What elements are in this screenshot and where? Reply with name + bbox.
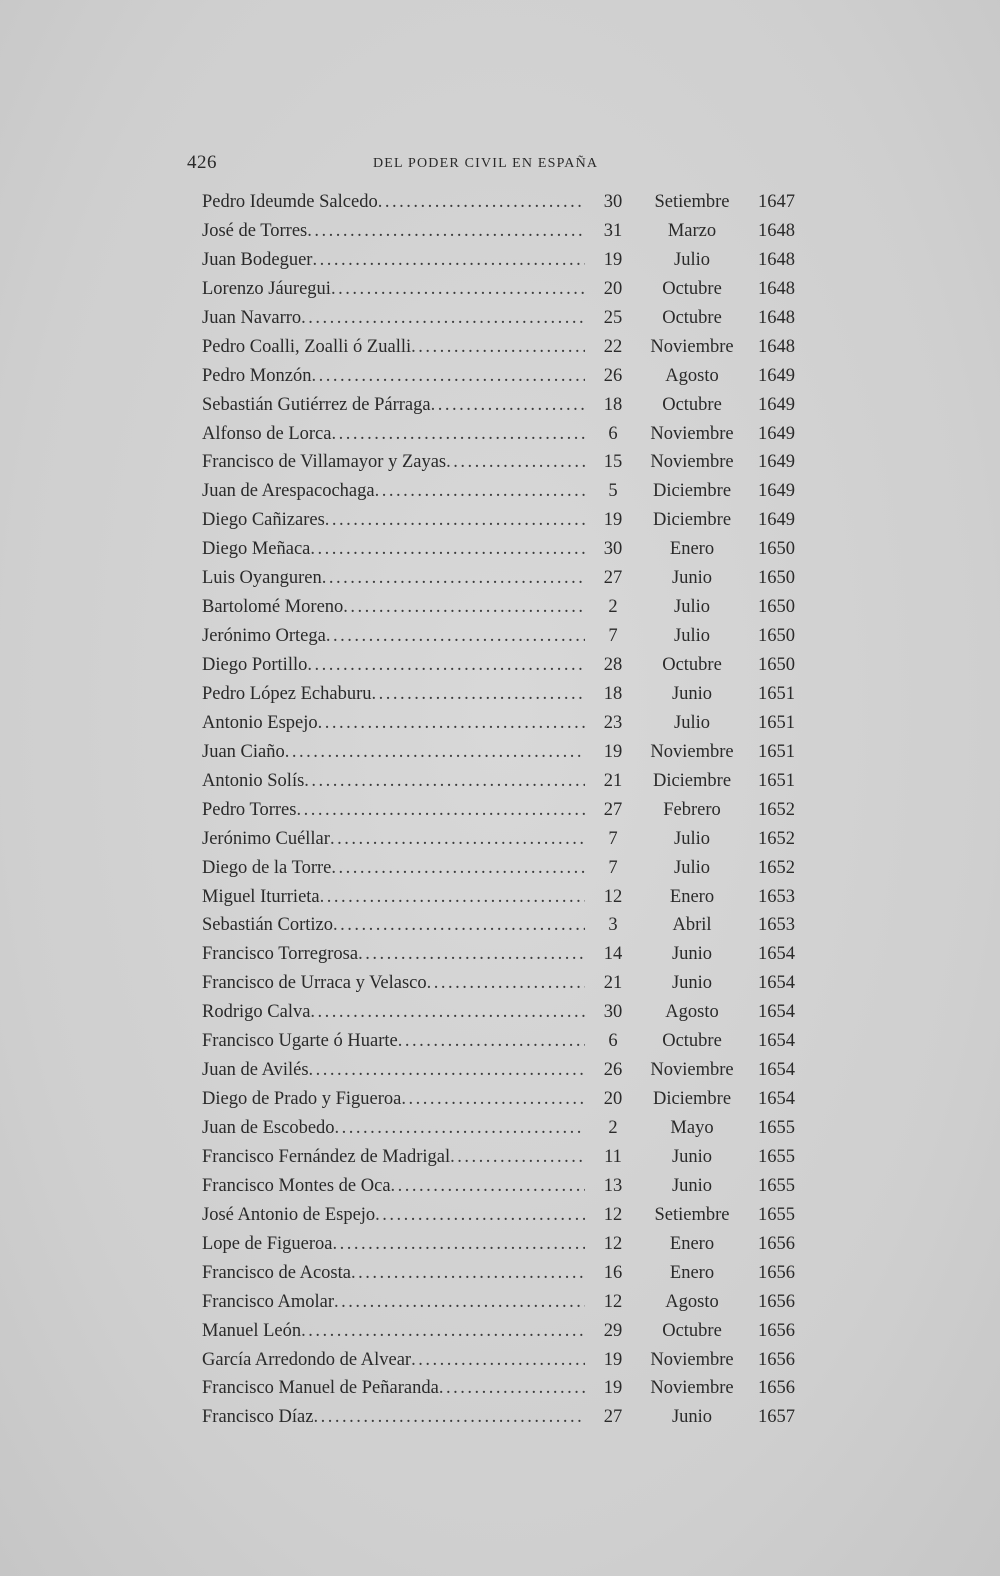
entry-year: 1651	[758, 712, 795, 733]
entry-name: Alfonso de Lorca .....	[202, 420, 585, 449]
entry-name: Juan de Arespacochaga .....	[202, 477, 585, 506]
entry-year: 1654	[758, 1031, 795, 1052]
entry-name: Miguel Iturrieta .....	[202, 883, 585, 912]
list-item	[202, 535, 822, 564]
list-item	[202, 622, 822, 651]
list-item	[202, 217, 822, 246]
entry-day: 6	[608, 423, 618, 444]
entry-day: 28	[603, 655, 623, 675]
entry-month: Octubre	[662, 1031, 722, 1052]
entry-year: 1652	[758, 828, 795, 849]
entry-day: 7	[608, 857, 618, 878]
running-title: DEL PODER CIVIL EN ESPAÑA	[373, 156, 599, 171]
entry-name: Diego Meñaca .....	[202, 535, 585, 564]
list-item	[202, 796, 822, 825]
list-item	[202, 1288, 822, 1317]
entry-year: 1656	[758, 1291, 795, 1312]
list-item	[202, 1114, 822, 1143]
entry-day: 16	[603, 1262, 623, 1283]
entry-month: Abril	[672, 915, 712, 936]
list-item	[202, 420, 822, 449]
entry-day: 3	[608, 915, 618, 936]
list-item	[202, 304, 822, 333]
entry-day: 22	[603, 336, 623, 357]
entry-month: Diciembre	[652, 481, 732, 502]
entry-month: Julio	[674, 857, 710, 878]
list-item	[202, 1346, 822, 1375]
entry-day: 11	[604, 1146, 622, 1167]
entry-day: 26	[603, 365, 623, 386]
entry-name: Francisco Amolar .....	[202, 1288, 585, 1317]
entry-day: 2	[608, 1118, 618, 1138]
entry-month: Agosto	[665, 1002, 719, 1023]
list-item	[202, 477, 822, 506]
entry-year: 1649	[758, 365, 795, 386]
entry-month: Agosto	[665, 1291, 719, 1312]
entry-year: 1648	[758, 307, 795, 328]
entry-year: 1649	[758, 452, 795, 473]
list-item	[202, 651, 822, 680]
entry-year: 1648	[758, 336, 795, 357]
entry-day: 5	[608, 481, 618, 502]
entry-month: Enero	[669, 539, 715, 560]
entry-month: Junio	[671, 973, 713, 994]
entry-day: 20	[603, 1089, 623, 1110]
entry-name: Diego de la Torre .....	[202, 854, 585, 883]
list-item	[202, 362, 822, 391]
entry-year: 1652	[758, 857, 795, 878]
entry-day: 13	[603, 1175, 623, 1196]
entry-name: Francisco Díaz .....	[202, 1403, 585, 1432]
entry-year: 1650	[758, 539, 795, 560]
entry-day: 27	[603, 1407, 623, 1428]
list-item	[202, 738, 822, 767]
entry-month: Octubre	[662, 307, 722, 328]
entry-year: 1648	[758, 278, 795, 299]
entry-month: Enero	[669, 1233, 715, 1254]
entry-name: Antonio Espejo .....	[202, 709, 585, 738]
entry-year: 1656	[758, 1378, 795, 1399]
entry-year: 1651	[758, 741, 795, 762]
list-item	[202, 391, 822, 420]
entry-year: 1650	[758, 597, 795, 618]
entry-name: García Arredondo de Alvear .....	[202, 1346, 585, 1375]
entry-day: 21	[603, 973, 623, 994]
list-item	[202, 1172, 822, 1201]
entry-month: Junio	[671, 683, 713, 704]
entry-month: Julio	[674, 597, 710, 618]
list-item	[202, 506, 822, 535]
list-item	[202, 448, 822, 477]
entry-name: Luis Oyanguren .....	[202, 564, 585, 593]
entry-month: Diciembre	[652, 1089, 732, 1110]
entry-day: 29	[603, 1320, 623, 1341]
entry-name: Sebastián Cortizo .....	[202, 911, 585, 940]
entry-name: Rodrigo Calva .....	[202, 998, 585, 1027]
entry-day: 14	[603, 944, 623, 965]
entry-name: Francisco de Villamayor y Zayas .....	[202, 448, 585, 477]
list-item	[202, 825, 822, 854]
entry-month: Setiembre	[654, 192, 730, 212]
entry-name: Diego Cañizares .....	[202, 506, 585, 535]
entry-year: 1649	[758, 481, 795, 502]
entry-day: 19	[603, 249, 623, 270]
list-item	[202, 1317, 822, 1346]
entry-name: Francisco Fernández de Madrigal .....	[202, 1143, 585, 1172]
entry-month: Mayo	[670, 1118, 714, 1138]
entry-month: Junio	[671, 944, 713, 965]
entry-day: 7	[608, 626, 618, 647]
entry-month: Noviembre	[650, 1349, 734, 1370]
entry-month: Octubre	[662, 394, 722, 415]
entry-month: Noviembre	[650, 1378, 734, 1399]
entry-name: Pedro López Echaburu .....	[202, 680, 585, 709]
entry-year: 1654	[758, 1089, 795, 1110]
entry-day: 18	[603, 683, 623, 704]
list-item	[202, 1143, 822, 1172]
list-item	[202, 564, 822, 593]
entry-name: Juan Navarro .....	[202, 304, 585, 333]
entry-month: Diciembre	[652, 510, 732, 531]
list-item	[202, 911, 822, 940]
entry-day: 18	[603, 394, 623, 415]
entry-year: 1649	[758, 510, 795, 531]
entry-day: 19	[603, 510, 623, 531]
entry-year: 1655	[758, 1146, 795, 1167]
list-item	[202, 1259, 822, 1288]
entry-year: 1649	[758, 394, 795, 415]
entry-year: 1655	[758, 1204, 795, 1225]
entry-year: 1651	[758, 683, 795, 704]
entry-name: Antonio Solís .....	[202, 767, 585, 796]
entry-name: Francisco Montes de Oca .....	[202, 1172, 585, 1201]
list-item	[202, 998, 822, 1027]
entry-year: 1648	[758, 220, 795, 241]
list-item	[202, 767, 822, 796]
entry-year: 1654	[758, 1002, 795, 1023]
entries-list	[202, 188, 822, 1432]
list-item	[202, 1374, 822, 1403]
list-item	[202, 1403, 822, 1432]
entry-day: 6	[608, 1031, 618, 1052]
entry-day: 19	[603, 1349, 623, 1370]
entry-month: Octubre	[662, 1320, 722, 1341]
entry-month: Marzo	[667, 220, 717, 241]
entry-name: Diego Portillo .....	[202, 651, 585, 680]
entry-year: 1653	[758, 915, 795, 936]
entry-day: 27	[603, 799, 623, 820]
entry-month: Junio	[671, 1146, 713, 1167]
entry-year: 1648	[758, 249, 795, 270]
entry-name: Diego de Prado y Figueroa .....	[202, 1085, 585, 1114]
entry-year: 1654	[758, 944, 795, 965]
entry-year: 1656	[758, 1262, 795, 1283]
entry-month: Noviembre	[650, 423, 734, 444]
list-item	[202, 883, 822, 912]
entry-month: Enero	[669, 886, 715, 907]
entry-day: 30	[603, 539, 623, 560]
list-item	[202, 275, 822, 304]
entry-day: 23	[603, 712, 623, 733]
entry-name: Francisco Manuel de Peñaranda .....	[202, 1374, 585, 1403]
list-item	[202, 1230, 822, 1259]
entry-day: 20	[603, 278, 623, 299]
list-item	[202, 1085, 822, 1114]
entry-month: Enero	[669, 1262, 715, 1283]
entry-day: 2	[608, 597, 618, 618]
entry-month: Junio	[671, 568, 713, 589]
page-header	[187, 152, 657, 174]
entry-day: 12	[603, 1204, 623, 1225]
entry-day: 26	[603, 1060, 623, 1081]
entry-month: Octubre	[662, 278, 722, 299]
entry-name: Francisco Torregrosa .....	[202, 940, 585, 969]
list-item	[202, 1201, 822, 1230]
list-item	[202, 709, 822, 738]
entry-month: Julio	[674, 712, 710, 733]
entry-name: Lorenzo Jáuregui .....	[202, 275, 585, 304]
entry-name: Francisco Ugarte ó Huarte .....	[202, 1027, 585, 1056]
entry-month: Febrero	[663, 799, 721, 820]
entry-year: 1650	[758, 655, 795, 675]
entry-month: Noviembre	[650, 336, 734, 357]
entry-name: Jerónimo Ortega .....	[202, 622, 585, 651]
list-item	[202, 246, 822, 275]
entry-month: Octubre	[662, 655, 722, 675]
entry-name: Juan de Avilés .....	[202, 1056, 585, 1085]
entry-day: 30	[603, 192, 623, 212]
entry-day: 12	[603, 1233, 623, 1254]
entry-year: 1656	[758, 1320, 795, 1341]
entry-month: Diciembre	[652, 770, 732, 791]
list-item	[202, 940, 822, 969]
entry-month: Setiembre	[654, 1204, 730, 1225]
list-item	[202, 188, 822, 217]
entry-day: 30	[603, 1002, 623, 1023]
list-item	[202, 1056, 822, 1085]
entry-name: Juan de Escobedo .....	[202, 1114, 585, 1143]
entry-month: Junio	[671, 1175, 713, 1196]
list-item	[202, 333, 822, 362]
entry-name: Juan Bodeguer .....	[202, 246, 585, 275]
entry-name: Francisco de Urraca y Velasco .....	[202, 969, 585, 998]
entry-month: Junio	[671, 1407, 713, 1428]
entry-year: 1650	[758, 568, 795, 589]
page-number: 426	[187, 152, 217, 173]
entry-year: 1651	[758, 770, 795, 791]
entry-day: 21	[603, 770, 623, 791]
entry-day: 12	[603, 886, 623, 907]
entry-year: 1655	[758, 1118, 795, 1138]
entry-day: 15	[603, 452, 623, 473]
entry-name: Manuel León .....	[202, 1317, 585, 1346]
entry-year: 1654	[758, 1060, 795, 1081]
entry-year: 1649	[758, 423, 795, 444]
entry-name: Bartolomé Moreno .....	[202, 593, 585, 622]
entry-name: Juan Ciaño .....	[202, 738, 585, 767]
entry-name: Jerónimo Cuéllar .....	[202, 825, 585, 854]
entry-year: 1657	[758, 1407, 795, 1428]
entry-name: José de Torres .....	[202, 217, 585, 246]
entry-month: Julio	[674, 828, 710, 849]
entry-day: 12	[603, 1291, 623, 1312]
entry-year: 1656	[758, 1233, 795, 1254]
entry-year: 1650	[758, 626, 795, 647]
entry-year: 1652	[758, 799, 795, 820]
list-item	[202, 1027, 822, 1056]
entry-day: 7	[608, 828, 618, 849]
entry-year: 1656	[758, 1349, 795, 1370]
entry-name: Lope de Figueroa .....	[202, 1230, 585, 1259]
entry-name: Francisco de Acosta .....	[202, 1259, 585, 1288]
entry-month: Julio	[674, 249, 710, 270]
entry-year: 1654	[758, 973, 795, 994]
entry-name: José Antonio de Espejo .....	[202, 1201, 585, 1230]
entry-year: 1653	[758, 886, 795, 907]
entry-name: Pedro Coalli, Zoalli ó Zualli .....	[202, 333, 585, 362]
entry-month: Noviembre	[650, 741, 734, 762]
list-item	[202, 593, 822, 622]
entry-name: Pedro Ideumde Salcedo .....	[202, 188, 585, 217]
entry-month: Noviembre	[650, 452, 734, 473]
entry-month: Noviembre	[650, 1060, 734, 1081]
entry-year: 1655	[758, 1175, 795, 1196]
entry-month: Agosto	[665, 365, 719, 386]
entry-name: Pedro Monzón .....	[202, 362, 585, 391]
entry-day: 19	[603, 741, 623, 762]
entry-name: Pedro Torres .....	[202, 796, 585, 825]
list-item	[202, 680, 822, 709]
entry-name: Sebastián Gutiérrez de Párraga .....	[202, 391, 585, 420]
entry-day: 31	[603, 220, 623, 241]
entry-year: 1647	[758, 192, 795, 212]
entry-day: 27	[603, 568, 623, 589]
entry-day: 25	[603, 307, 623, 328]
list-item	[202, 969, 822, 998]
entry-month: Julio	[674, 626, 710, 647]
entry-day: 19	[603, 1378, 623, 1399]
list-item	[202, 854, 822, 883]
